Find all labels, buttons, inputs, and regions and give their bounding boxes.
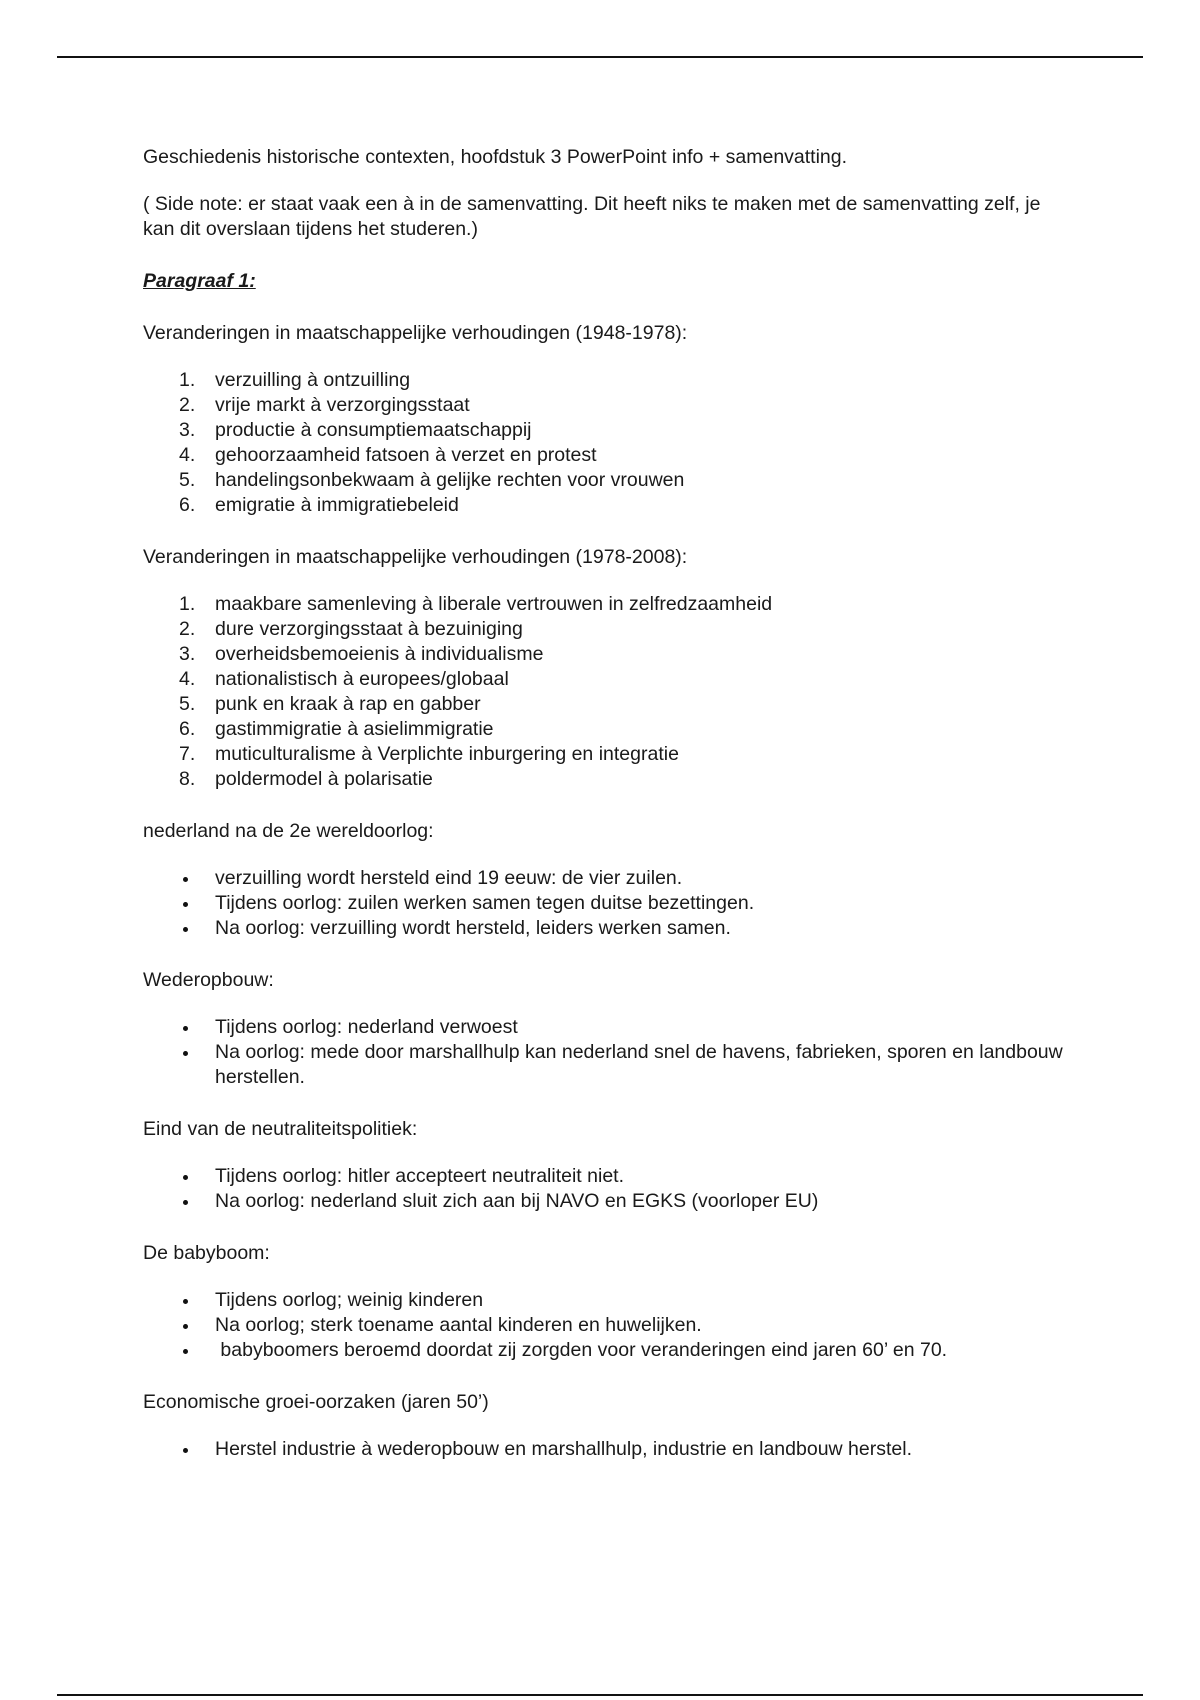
- item-text: productie à consumptiemaatschappij: [215, 419, 532, 441]
- item-text: dure verzorgingsstaat à bezuiniging: [215, 618, 523, 640]
- item-text: muticulturalisme à Verplichte inburgering en integratie: [215, 743, 679, 765]
- item-text: emigratie à immigratiebeleid: [215, 494, 459, 516]
- bullet-list-wederopbouw: [143, 1015, 1063, 1090]
- item-text: Tijdens oorlog: zuilen werken samen tegen duitse bezettingen.: [215, 892, 755, 914]
- section-heading-postwar: nederland na de 2e wereldoorlog:: [143, 820, 434, 842]
- item-text: vrije markt à verzorgingsstaat: [215, 394, 470, 416]
- list-item: [143, 1288, 1063, 1313]
- item-text: gastimmigratie à asielimmigratie: [215, 718, 494, 740]
- item-text: overheidsbemoeienis à individualisme: [215, 643, 544, 665]
- item-text: maakbare samenleving à liberale vertrouwen in zelfredzaamheid: [215, 593, 773, 615]
- list-item: [143, 667, 1063, 692]
- bullet-list-postwar: [143, 866, 1063, 941]
- item-number: 2.: [179, 394, 196, 416]
- list-item: [143, 717, 1063, 742]
- document-title-line: Geschiedenis historische contexten, hoofdstuk 3 PowerPoint info + samenvatting.: [143, 146, 848, 168]
- document-body: [143, 145, 1063, 1462]
- list-item: [143, 866, 1063, 891]
- section-heading: Paragraaf 1:: [143, 270, 256, 292]
- list-item: [143, 891, 1063, 916]
- bottom-rule: [57, 1694, 1143, 1696]
- list-item: [143, 767, 1063, 792]
- item-number: 8.: [179, 768, 196, 790]
- item-text: handelingsonbekwaam à gelijke rechten voor vrouwen: [215, 469, 685, 491]
- item-text: verzuilling wordt hersteld eind 19 eeuw: de vier zuilen.: [215, 867, 683, 889]
- item-text: Na oorlog; sterk toename aantal kinderen en huwelijken.: [215, 1314, 702, 1336]
- top-rule: [57, 56, 1143, 58]
- list-item: [143, 393, 1063, 418]
- item-text: verzuilling à ontzuilling: [215, 369, 411, 391]
- item-number: 7.: [179, 743, 196, 765]
- item-text: Tijdens oorlog: nederland verwoest: [215, 1016, 518, 1038]
- item-number: 3.: [179, 419, 196, 441]
- list-item: [143, 642, 1063, 667]
- item-number: 5.: [179, 469, 196, 491]
- side-note: ( Side note: er staat vaak een à in de samenvatting. Dit heeft niks te maken met de samenvatting zelf, je kan dit overslaan tijdens het studeren.): [143, 193, 1041, 240]
- item-number: 1.: [179, 593, 196, 615]
- bullet-list-economische-groei: [143, 1437, 1063, 1462]
- section-heading-babyboom: De babyboom:: [143, 1242, 270, 1264]
- item-number: 3.: [179, 643, 196, 665]
- item-text: Na oorlog: mede door marshallhulp kan nederland snel de havens, fabrieken, sporen en landbouw herstellen.: [215, 1041, 1063, 1088]
- item-text: Na oorlog: verzuilling wordt hersteld, leiders werken samen.: [215, 917, 731, 939]
- list-item: [143, 443, 1063, 468]
- list-item: [143, 418, 1063, 443]
- list-item: [143, 592, 1063, 617]
- item-text: Tijdens oorlog: hitler accepteert neutraliteit niet.: [215, 1165, 624, 1187]
- list-item: [143, 368, 1063, 393]
- section-heading-wederopbouw: Wederopbouw:: [143, 969, 274, 991]
- item-number: 5.: [179, 693, 196, 715]
- section-heading-neutraliteit: Eind van de neutraliteitspolitiek:: [143, 1118, 418, 1140]
- item-text: poldermodel à polarisatie: [215, 768, 433, 790]
- list-item: [143, 1040, 1063, 1090]
- item-number: 2.: [179, 618, 196, 640]
- list-item: [143, 692, 1063, 717]
- list-item: [143, 493, 1063, 518]
- list-item: [143, 1437, 1063, 1462]
- list2-heading: Veranderingen in maatschappelijke verhoudingen (1978-2008):: [143, 546, 688, 568]
- item-text: Herstel industrie à wederopbouw en marshallhulp, industrie en landbouw herstel.: [215, 1438, 912, 1460]
- item-number: 1.: [179, 369, 196, 391]
- list1-heading: Veranderingen in maatschappelijke verhoudingen (1948-1978):: [143, 322, 688, 344]
- numbered-list-1948-1978: [143, 368, 1063, 518]
- bullet-list-neutraliteit: [143, 1164, 1063, 1214]
- list-item: [143, 742, 1063, 767]
- item-text: punk en kraak à rap en gabber: [215, 693, 481, 715]
- list-item: [143, 1164, 1063, 1189]
- item-text: gehoorzaamheid fatsoen à verzet en protest: [215, 444, 597, 466]
- item-text: babyboomers beroemd doordat zij zorgden voor veranderingen eind jaren 60’ en 70.: [215, 1339, 948, 1361]
- list-item: [143, 468, 1063, 493]
- item-text: nationalistisch à europees/globaal: [215, 668, 509, 690]
- list-item: [143, 617, 1063, 642]
- list-item: [143, 1338, 1063, 1363]
- numbered-list-1978-2008: [143, 592, 1063, 792]
- bullet-list-babyboom: [143, 1288, 1063, 1363]
- list-item: [143, 916, 1063, 941]
- section-heading-economische-groei: Economische groei-oorzaken (jaren 50’): [143, 1391, 489, 1413]
- list-item: [143, 1189, 1063, 1214]
- item-number: 4.: [179, 668, 196, 690]
- item-number: 6.: [179, 494, 196, 516]
- item-text: Tijdens oorlog; weinig kinderen: [215, 1289, 484, 1311]
- item-text: Na oorlog: nederland sluit zich aan bij NAVO en EGKS (voorloper EU): [215, 1190, 819, 1212]
- item-number: 4.: [179, 444, 196, 466]
- item-number: 6.: [179, 718, 196, 740]
- list-item: [143, 1313, 1063, 1338]
- list-item: [143, 1015, 1063, 1040]
